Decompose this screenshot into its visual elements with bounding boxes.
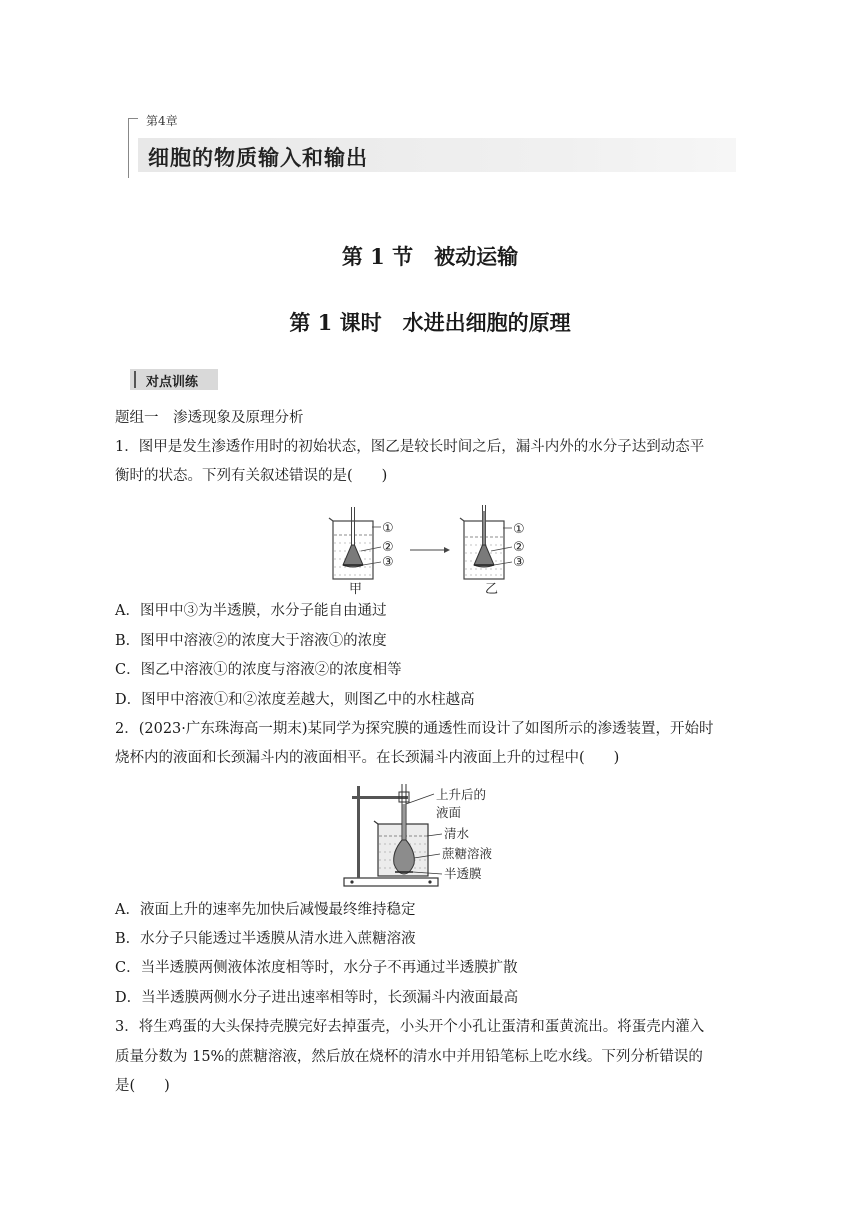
stand-pole xyxy=(357,786,360,878)
q1-option-c: C．图乙中溶液①的浓度与溶液②的浓度相等 xyxy=(115,662,402,678)
q2-option-c: C．当半透膜两侧液体浓度相等时，水分子不再通过半透膜扩散 xyxy=(115,960,518,976)
q3-stem-line3: 是( ) xyxy=(115,1078,170,1094)
beaker-yi xyxy=(460,505,525,597)
q2-apparatus-figure xyxy=(340,782,520,894)
q1-option-b: B．图甲中溶液②的浓度大于溶液①的浓度 xyxy=(115,633,387,649)
q2-stem-line2: 烧杯内的液面和长颈漏斗内的液面相平。在长颈漏斗内液面上升的过程中( ) xyxy=(115,750,620,766)
q2-option-a: A．液面上升的速率先加快后减慢最终维持稳定 xyxy=(115,902,416,918)
transition-arrowhead xyxy=(444,547,450,553)
q1-stem-line2: 衡时的状态。下列有关叙述错误的是( ) xyxy=(115,468,388,484)
q1-stem-line1: 1．图甲是发生渗透作用时的初始状态，图乙是较长时间之后，漏斗内外的水分子达到动态平 xyxy=(115,439,705,455)
stand-base xyxy=(344,878,438,886)
q1-label-1b: ① xyxy=(513,522,525,537)
q2-label-sucrose: 蔗糖溶液 xyxy=(442,846,493,861)
q3-stem-line2: 质量分数为 15%的蔗糖溶液，然后放在烧杯的清水中并用铅笔标上吃水线。下列分析错误的 xyxy=(115,1049,703,1065)
practice-tag-label: 对点训练 xyxy=(146,375,199,390)
q1-osmosis-figure xyxy=(325,505,535,597)
practice-tag-bar xyxy=(134,371,136,388)
header-bracket-left xyxy=(128,118,129,178)
q3-stem-line1: 3．将生鸡蛋的大头保持壳膜完好去掉蛋壳，小头开个小孔让蛋清和蛋黄流出。将蛋壳内灌入 xyxy=(115,1019,705,1035)
q2-stem-line1: 2．(2023·广东珠海高一期末)某同学为探究膜的通透性而设计了如图所示的渗透装置，开始时 xyxy=(115,721,714,737)
q2-option-d: D．当半透膜两侧水分子进出速率相等时，长颈漏斗内液面最高 xyxy=(115,990,519,1006)
lesson-title: 第 1 课时 水进出细胞的原理 xyxy=(289,310,571,335)
q1-label-2b: ② xyxy=(513,540,525,555)
section-title: 第 1 节 被动运输 xyxy=(341,244,519,269)
clamp-arm xyxy=(352,796,408,799)
q1-caption-yi: 乙 xyxy=(485,582,499,597)
q1-label-3b: ③ xyxy=(513,555,525,570)
chapter-title: 细胞的物质输入和输出 xyxy=(148,145,368,170)
q1-label-1: ① xyxy=(382,521,394,536)
q2-label-rise-1: 上升后的 xyxy=(436,787,487,802)
q1-caption-jia: 甲 xyxy=(349,582,363,597)
q1-option-d: D．图甲中溶液①和②浓度差越大，则图乙中的水柱越高 xyxy=(115,692,475,708)
q2-option-b: B．水分子只能透过半透膜从清水进入蔗糖溶液 xyxy=(115,931,416,947)
chapter-label: 第4章 xyxy=(146,114,178,128)
header-bracket-top xyxy=(128,118,138,119)
q1-option-a: A．图甲中③为半透膜，水分子能自由通过 xyxy=(115,603,387,619)
q1-label-2: ② xyxy=(382,540,394,555)
q2-label-water: 清水 xyxy=(444,826,470,841)
chapter-header xyxy=(128,112,736,178)
group-heading: 题组一 渗透现象及原理分析 xyxy=(115,410,304,426)
practice-tag xyxy=(130,369,218,390)
q1-label-3: ③ xyxy=(382,555,394,570)
beaker-jia xyxy=(329,507,394,597)
q2-label-rise-2: 液面 xyxy=(436,805,462,820)
chapter-band xyxy=(138,138,736,172)
q2-label-membrane: 半透膜 xyxy=(444,866,482,881)
